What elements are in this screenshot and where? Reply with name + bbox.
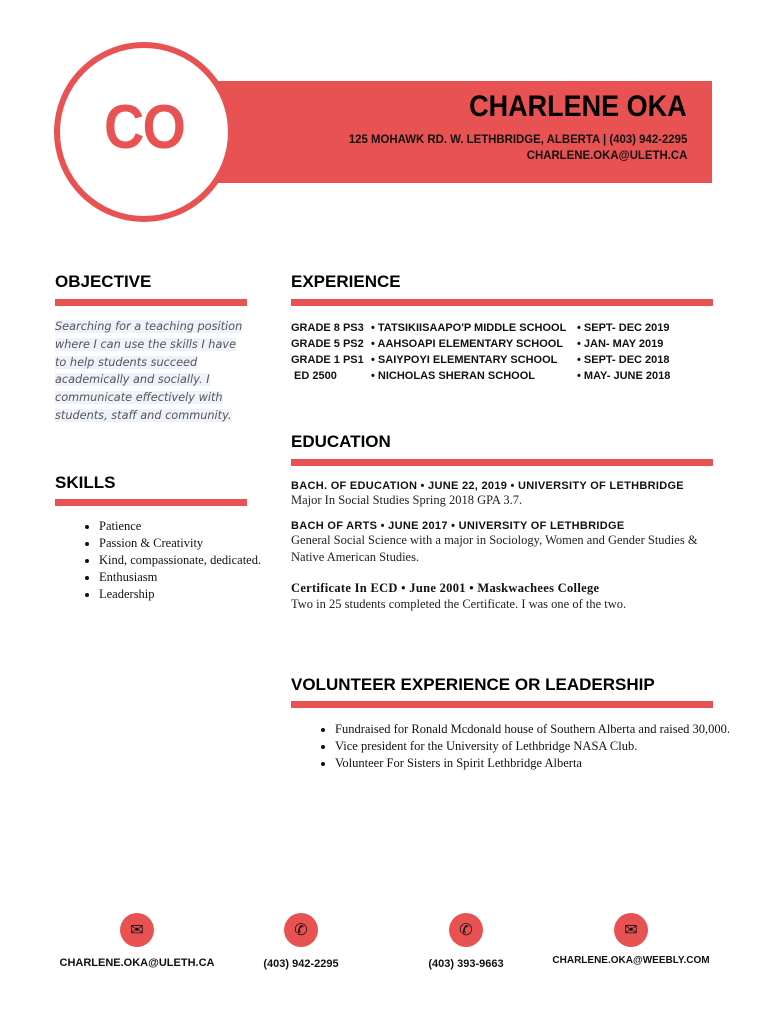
experience-table (291, 320, 670, 384)
footer-phone[interactable]: (403) 942-2295 (263, 958, 339, 970)
skills-heading: SKILLS (55, 473, 116, 492)
objective-text (55, 318, 245, 425)
experience-role: GRADE 1 PS1 (291, 354, 364, 366)
volunteer-list (291, 721, 755, 772)
education-detail: Two in 25 students completed the Certificate. I was one of the two. (291, 597, 627, 611)
volunteer-item: • Vice president for the University of Lethbridge NASA Club. (335, 738, 755, 755)
phone-icon: ✆ (449, 913, 483, 947)
experience-dates: • SEPT- DEC 2019 (577, 322, 670, 334)
experience-dates: • JAN- MAY 2019 (577, 338, 664, 350)
footer-website-email[interactable]: CHARLENE.OKA@WEEBLY.COM (552, 955, 710, 966)
experience-school: • SAIYPOYI ELEMENTARY SCHOOL (371, 354, 558, 366)
experience-role: GRADE 8 PS3 (291, 322, 364, 334)
experience-school: • NICHOLAS SHERAN SCHOOL (371, 370, 535, 382)
monogram-initials: CO (103, 93, 185, 162)
experience-role: ED 2500 (294, 370, 337, 382)
footer-phone-alt[interactable]: (403) 393-9663 (428, 958, 504, 970)
experience-row (291, 368, 670, 384)
skill-item: • Leadership (99, 586, 274, 603)
header-contact (348, 131, 687, 163)
volunteer-item: • Fundraised for Ronald Mcdonald house of Southern Alberta and raised 30,000. (335, 721, 755, 738)
envelope-icon: ✉ (120, 913, 154, 947)
experience-row (291, 336, 670, 352)
education-heading-line: BACH. OF EDUCATION • JUNE 22, 2019 • UNIVERSITY OF LETHBRIDGE (291, 480, 684, 492)
address-line: 125 MOHAWK RD. W. LETHBRIDGE, ALBERTA | (403) 942-2295 (348, 132, 687, 146)
experience-row (291, 320, 670, 336)
education-list (291, 480, 711, 613)
education-heading-line: Certificate In ECD • June 2001 • Maskwachees College (291, 581, 600, 595)
footer-email[interactable]: CHARLENE.OKA@ULETH.CA (59, 957, 215, 969)
education-detail: General Social Science with a major in Sociology, Women and Gender Studies & Native American Studies. (291, 533, 698, 564)
skills-divider (55, 499, 247, 506)
skill-item: • Patience (99, 518, 274, 535)
skill-item: • Enthusiasm (99, 569, 274, 586)
skill-item: • Kind, compassionate, dedicated. (99, 552, 274, 569)
envelope-icon: ✉ (614, 913, 648, 947)
skill-item: • Passion & Creativity (99, 535, 274, 552)
experience-role: GRADE 5 PS2 (291, 338, 364, 350)
experience-school: • TATSIKIISAAPO'P MIDDLE SCHOOL (371, 322, 567, 334)
skills-list (55, 518, 274, 603)
objective-heading: OBJECTIVE (55, 272, 152, 291)
phone-icon: ✆ (284, 913, 318, 947)
experience-heading: EXPERIENCE (291, 272, 401, 291)
header-email: CHARLENE.OKA@ULETH.CA (526, 148, 687, 162)
objective-divider (55, 299, 247, 306)
education-heading-line: BACH OF ARTS • JUNE 2017 • UNIVERSITY OF LETHBRIDGE (291, 520, 625, 532)
experience-dates: • SEPT- DEC 2018 (577, 354, 670, 366)
objective-text-content: Searching for a teaching position where I can use the skills I have to help students succeed academically and socially. I communicate effectively with students, staff and community. (55, 320, 243, 422)
experience-divider (291, 299, 713, 306)
volunteer-divider (291, 701, 713, 708)
education-detail: Major In Social Studies Spring 2018 GPA 3.7. (291, 493, 523, 507)
experience-row (291, 352, 670, 368)
experience-dates: • MAY- JUNE 2018 (577, 370, 671, 382)
experience-school: • AAHSOAPI ELEMENTARY SCHOOL (371, 338, 564, 350)
volunteer-item: • Volunteer For Sisters in Spirit Lethbridge Alberta (335, 755, 755, 772)
education-heading: EDUCATION (291, 432, 391, 451)
education-divider (291, 459, 713, 466)
candidate-name: CHARLENE OKA (469, 90, 687, 123)
volunteer-heading: VOLUNTEER EXPERIENCE OR LEADERSHIP (291, 675, 655, 694)
